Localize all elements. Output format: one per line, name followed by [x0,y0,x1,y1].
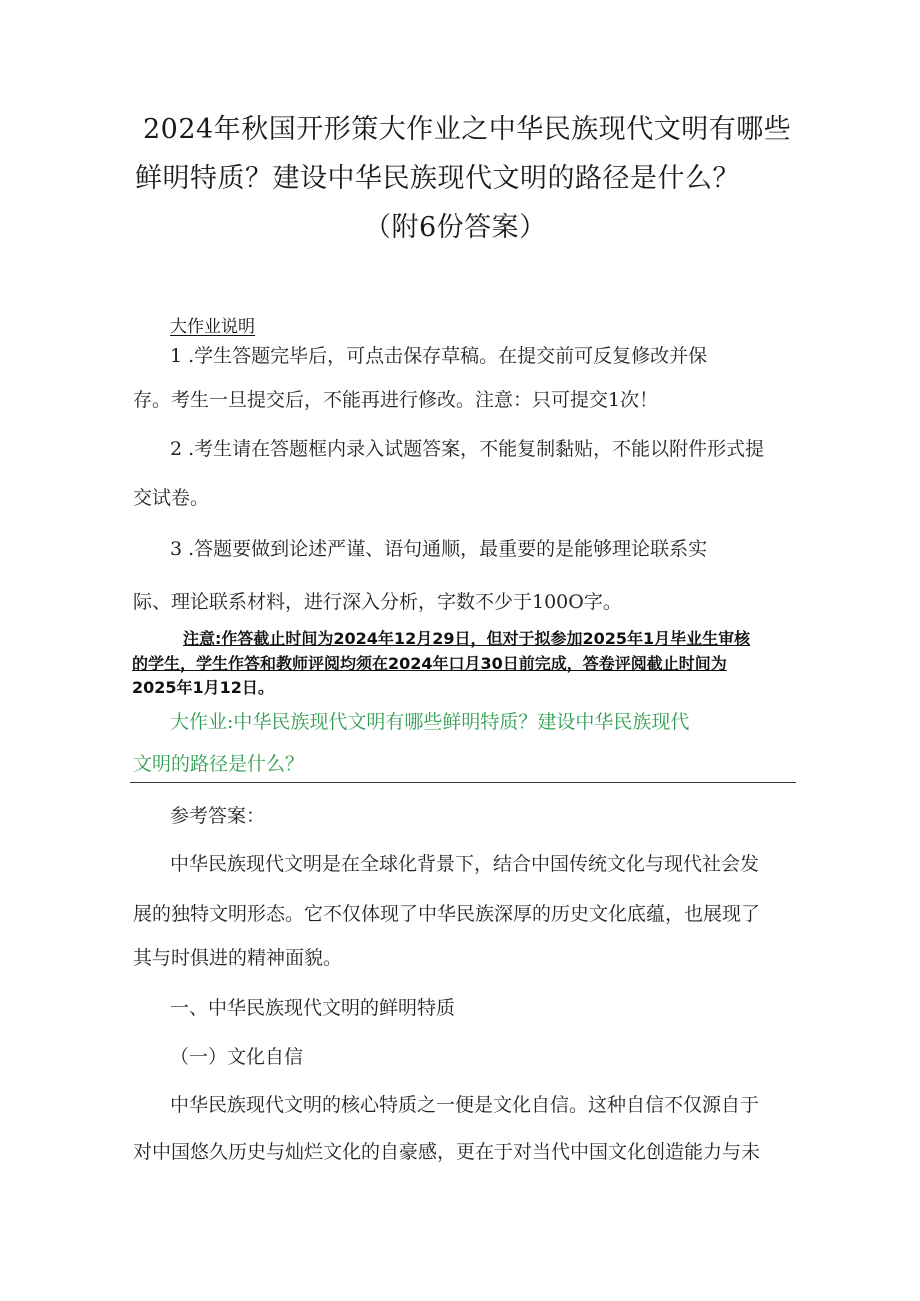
title-line-1: 2024年秋国开形策大作业之中华民族现代文明有哪些 [143,114,792,145]
instruction-1-line-1: 1 .学生答题完毕后，可点击保存草稿。在提交前可反复修改并保 [170,345,708,367]
instruction-3-line-1: 3 .答题要做到论述严谨、语句通顺，最重要的是能够理论联系实 [170,538,708,560]
section-heading-1: 一、中华民族现代文明的鲜明特质 [170,997,456,1019]
title-line-2: 鲜明特质？建设中华民族现代文明的路径是什么？ [135,163,740,194]
deadline-notice-line-3: 2025年1月12日。 [132,678,274,697]
answer-intro-line-2: 展的独特文明形态。它不仅体现了中华民族深厚的历史文化底蕴，也展现了 [133,903,761,925]
paragraph-line-2: 对中国悠久历史与灿烂文化的自豪感，更在于对当代中国文化创造能力与未 [133,1141,761,1163]
assignment-question-line-2: 文明的路径是什么？ [133,753,305,775]
deadline-notice-line-1 [183,628,750,649]
section-divider [130,782,796,783]
instruction-2-line-1: 2 .考生请在答题框内录入试题答案，不能复制黏贴，不能以附件形式提 [170,438,765,460]
subsection-heading-1: （一）文化自信 [170,1046,304,1068]
deadline-notice-text-1: 注意:作答截止时间为2024年12月29日，但对于拟参加2025年1月毕业生审核 [183,629,751,648]
instruction-3-line-2: 际、理论联系材料，进行深入分析，字数不少于100O字。 [133,591,622,613]
instruction-2-line-2: 交试卷。 [133,487,210,509]
answer-intro-line-3: 其与时俱进的精神面貌。 [133,947,343,969]
assignment-question-line-1: 大作业:中华民族现代文明有哪些鲜明特质？建设中华民族现代 [170,711,690,733]
title-line-3: （附6份答案） [364,212,547,243]
paragraph-line-1: 中华民族现代文明的核心特质之一便是文化自信。这种自信不仅源自于 [170,1094,760,1116]
instruction-1-line-2: 存。考生一旦提交后，不能再进行修改。注意：只可提交1次！ [133,389,659,411]
deadline-notice-text-2: 的学生，学生作答和教师评阅均须在2024年口月30日前完成，答卷评阅截止时间为 [132,654,727,673]
answer-intro-line-1: 中华民族现代文明是在全球化背景下，结合中国传统文化与现代社会发 [170,853,760,875]
deadline-notice-line-2 [132,653,727,674]
instructions-heading: 大作业说明 [170,317,255,337]
answer-label: 参考答案： [170,805,266,827]
